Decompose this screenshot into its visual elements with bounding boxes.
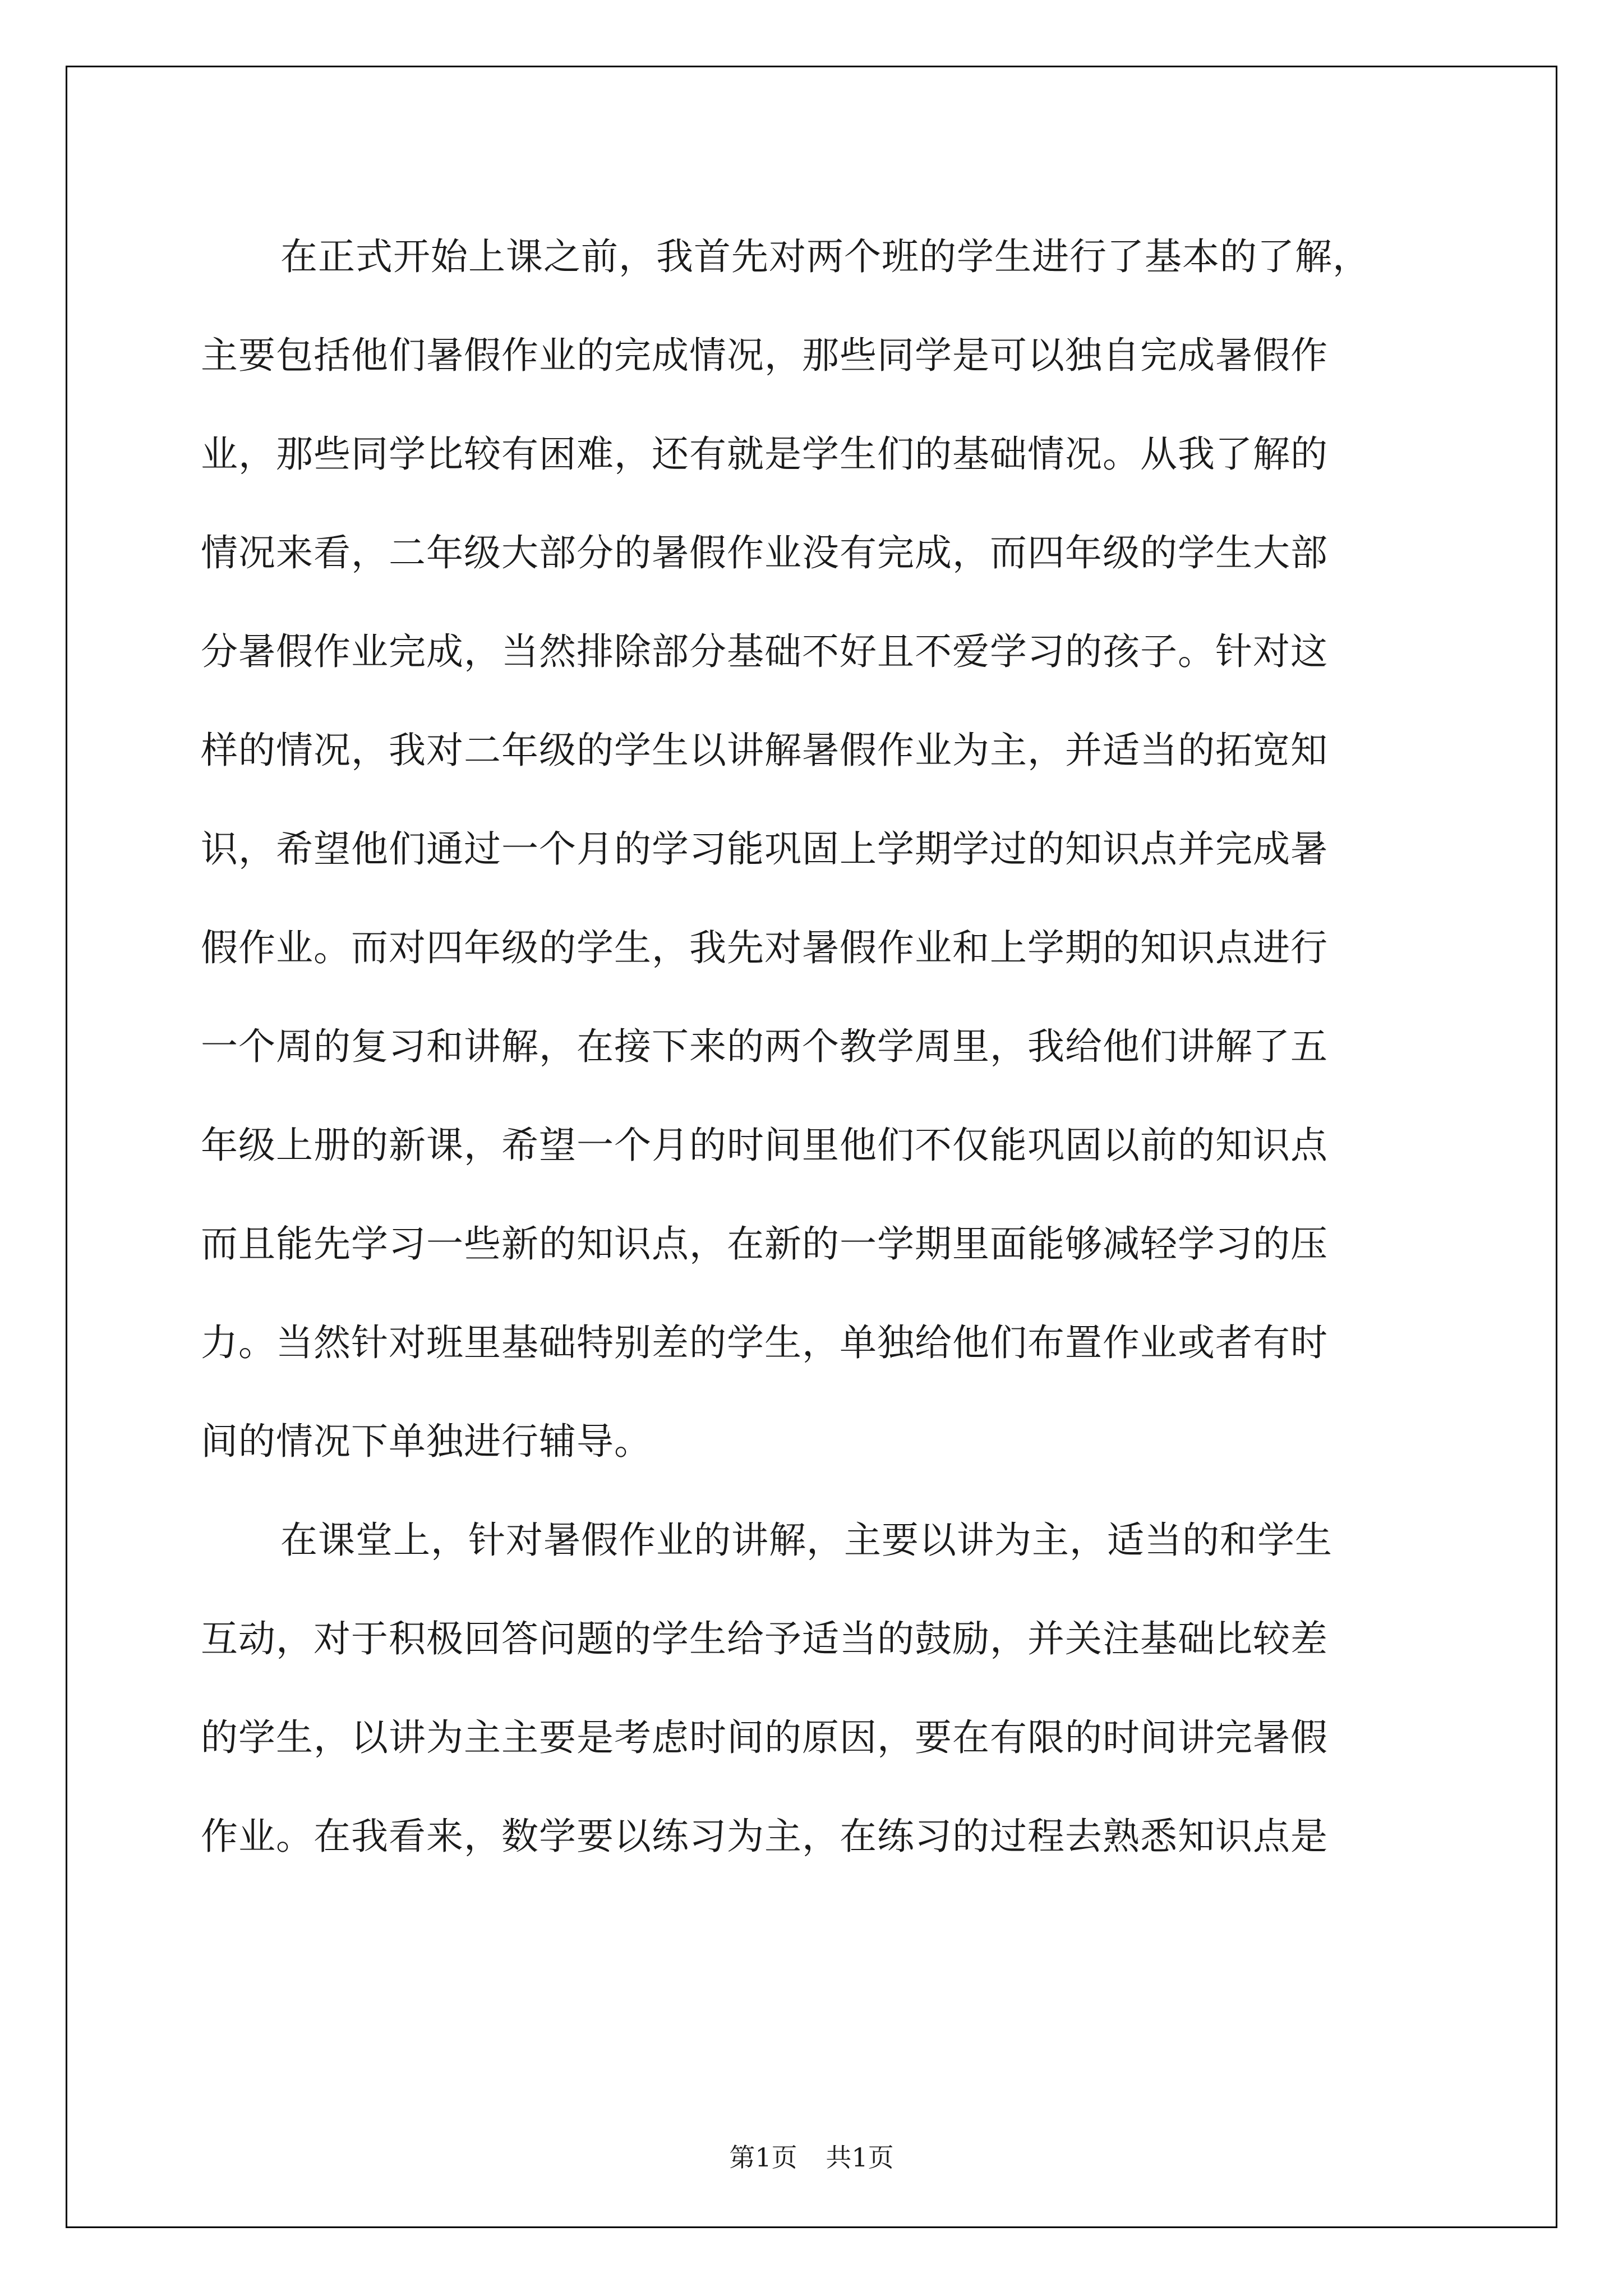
paragraph-1-line-8: 假作业。而对四年级的学生，我先对暑假作业和上学期的知识点进行: [201, 926, 1328, 969]
page-footer: [0, 2137, 1623, 2174]
paragraph-1-line-2: 主要包括他们暑假作业的完成情况，那些同学是可以独自完成暑假作: [201, 334, 1328, 377]
paragraph-1-line-12: 力。当然针对班里基础特别差的学生，单独给他们布置作业或者有时: [201, 1321, 1328, 1364]
paragraph-1-line-13: 间的情况下单独进行辅导。: [201, 1420, 652, 1463]
page-number: 第1页: [729, 2142, 797, 2173]
paragraph-1-line-10: 年级上册的新课，希望一个月的时间里他们不仅能巩固以前的知识点: [201, 1124, 1328, 1167]
paragraph-1-line-11: 而且能先学习一些新的知识点，在新的一学期里面能够减轻学习的压: [201, 1222, 1328, 1266]
paragraph-1-line-6: 样的情况，我对二年级的学生以讲解暑假作业为主，并适当的拓宽知: [201, 729, 1328, 772]
paragraph-1-line-5: 分暑假作业完成，当然排除部分基础不好且不爱学习的孩子。针对这: [201, 630, 1328, 673]
paragraph-1-line-9: 一个周的复习和讲解，在接下来的两个教学周里，我给他们讲解了五: [201, 1025, 1328, 1068]
paragraph-2-line-1: 在课堂上，针对暑假作业的讲解，主要以讲为主，适当的和学生: [280, 1519, 1332, 1562]
paragraph-2-line-3: 的学生，以讲为主主要是考虑时间的原因，要在有限的时间讲完暑假: [201, 1716, 1328, 1759]
document-body: [201, 208, 1435, 1886]
paragraph-1-line-4: 情况来看，二年级大部分的暑假作业没有完成，而四年级的学生大部: [201, 531, 1328, 574]
paragraph-2-line-2: 互动，对于积极回答问题的学生给予适当的鼓励，并关注基础比较差: [201, 1617, 1328, 1660]
paragraph-2-line-4: 作业。在我看来，数学要以练习为主，在练习的过程去熟悉知识点是: [201, 1815, 1328, 1858]
paragraph-1-line-3: 业，那些同学比较有困难，还有就是学生们的基础情况。从我了解的: [201, 432, 1328, 476]
paragraph-1-line-1: 在正式开始上课之前，我首先对两个班的学生进行了基本的了解，: [280, 235, 1370, 278]
page-total: 共1页: [826, 2142, 894, 2173]
paragraph-1-line-7: 识，希望他们通过一个月的学习能巩固上学期学过的知识点并完成暑: [201, 827, 1328, 871]
